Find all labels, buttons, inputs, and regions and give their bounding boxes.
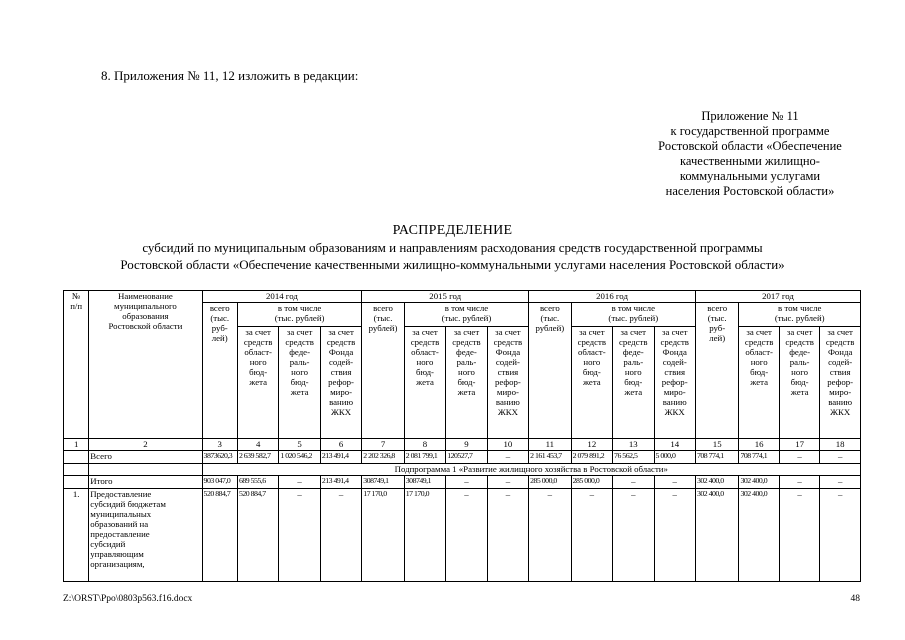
value-cell: 689 555,6	[237, 476, 278, 489]
value-cell: –	[613, 476, 654, 489]
value-cell: 1 020 546,2	[279, 451, 320, 464]
appendix-line: к государственной программе	[670, 124, 830, 138]
row-name: Всего	[89, 451, 202, 464]
header-name: Наименование муниципального образования Ростовской области	[89, 291, 202, 439]
index-cell: 13	[613, 439, 654, 451]
title-heading: РАСПРЕДЕЛЕНИЕ	[392, 223, 513, 238]
index-cell: 2	[89, 439, 202, 451]
index-cell: 4	[237, 439, 278, 451]
table-row-subtotal	[64, 476, 861, 489]
value-cell: –	[613, 489, 654, 582]
value-cell: 17 170,0	[362, 489, 404, 582]
value-cell: 2 202 326,8	[362, 451, 404, 464]
subprogram-title: Подпрограмма 1 «Развитие жилищного хозяйства в Ростовской области»	[202, 464, 860, 476]
appendix-line: коммунальными услугами	[679, 169, 821, 183]
index-cell: 18	[820, 439, 861, 451]
value-cell: –	[529, 489, 571, 582]
header-regional: за счет средств област- ного бюд- жета	[571, 327, 612, 439]
header-year: 2014 год	[202, 291, 362, 303]
header-total: всего (тыс. рублей)	[529, 303, 571, 439]
index-cell: 7	[362, 439, 404, 451]
value-cell: 308749,1	[404, 476, 445, 489]
value-cell: 213 491,4	[320, 476, 361, 489]
table-row-total	[64, 451, 861, 464]
row-name: Предоставление субсидий бюджетам муниципальных образований на предоставление субсидий управляющим организациям,	[89, 489, 202, 582]
value-cell: –	[779, 476, 819, 489]
value-cell: –	[820, 489, 861, 582]
header-federal: за счет средств феде- раль- ного бюд- жета	[779, 327, 819, 439]
value-cell: –	[446, 489, 487, 582]
row-no: 1.	[64, 489, 89, 582]
value-cell: –	[487, 476, 528, 489]
index-cell: 14	[654, 439, 695, 451]
value-cell: 302 400,0	[695, 489, 738, 582]
index-cell: 8	[404, 439, 445, 451]
header-fund: за счет средств Фонда содей- ствия рефор- миро- ванию ЖКХ	[487, 327, 528, 439]
value-cell: –	[779, 451, 819, 464]
appendix-line: качественными жилищно-	[680, 154, 820, 168]
value-cell: 213 491,4	[320, 451, 361, 464]
column-index-row	[64, 439, 861, 451]
index-cell: 11	[529, 439, 571, 451]
index-cell: 5	[279, 439, 320, 451]
row-no	[64, 476, 89, 489]
value-cell: 2 081 799,1	[404, 451, 445, 464]
index-cell: 1	[64, 439, 89, 451]
value-cell: –	[487, 451, 528, 464]
row-no	[64, 451, 89, 464]
value-cell: –	[279, 489, 320, 582]
header-regional: за счет средств област- ного бюд- жета	[739, 327, 779, 439]
value-cell: 17 170,0	[404, 489, 445, 582]
header-total: всего (тыс. руб- лей)	[695, 303, 738, 439]
appendix-caption	[600, 109, 900, 199]
value-cell: 120527,7	[446, 451, 487, 464]
appendix-line: Ростовской области «Обеспечение	[658, 139, 842, 153]
table-row-item	[64, 489, 861, 582]
index-cell: 9	[446, 439, 487, 451]
index-cell: 10	[487, 439, 528, 451]
value-cell: –	[654, 476, 695, 489]
value-cell: 520 884,7	[237, 489, 278, 582]
header-regional: за счет средств област- ного бюд- жета	[404, 327, 445, 439]
value-cell: 903 047,0	[202, 476, 237, 489]
value-cell: 285 000,0	[571, 476, 612, 489]
value-cell: 285 000,0	[529, 476, 571, 489]
value-cell: 302 400,0	[739, 476, 779, 489]
distribution-table	[63, 290, 861, 582]
value-cell: –	[820, 476, 861, 489]
value-cell: 76 562,5	[613, 451, 654, 464]
header-fund: за счет средств Фонда содей- ствия рефор- миро- ванию ЖКХ	[320, 327, 361, 439]
index-cell: 12	[571, 439, 612, 451]
header-no: № п/п	[64, 291, 89, 439]
index-cell: 3	[202, 439, 237, 451]
value-cell: –	[820, 451, 861, 464]
intro-line: 8. Приложения № 11, 12 изложить в редакции:	[101, 68, 359, 83]
title-line-1: субсидий по муниципальным образованиям и направлениям расходования средств государственной программы	[142, 240, 763, 255]
header-federal: за счет средств феде- раль- ного бюд- жета	[613, 327, 654, 439]
value-cell: –	[320, 489, 361, 582]
value-cell: 3873620,3	[202, 451, 237, 464]
index-cell: 15	[695, 439, 738, 451]
header-federal: за счет средств феде- раль- ного бюд- жета	[279, 327, 320, 439]
value-cell: –	[779, 489, 819, 582]
value-cell: 2 161 453,7	[529, 451, 571, 464]
value-cell: 708 774,1	[695, 451, 738, 464]
header-year: 2016 год	[529, 291, 696, 303]
value-cell: 5 000,0	[654, 451, 695, 464]
index-cell: 16	[739, 439, 779, 451]
value-cell: 302 400,0	[739, 489, 779, 582]
value-cell: 302 400,0	[695, 476, 738, 489]
value-cell: –	[571, 489, 612, 582]
value-cell: 308749,1	[362, 476, 404, 489]
row-name: Итого	[89, 476, 202, 489]
appendix-line: населения Ростовской области»	[665, 184, 835, 198]
file-path: Z:\ORST\Ppo\0803p563.f16.docx	[63, 594, 193, 604]
document-title	[0, 222, 905, 273]
header-including: в том числе (тыс. рублей)	[571, 303, 695, 327]
index-cell: 17	[779, 439, 819, 451]
value-cell: 520 884,7	[202, 489, 237, 582]
value-cell: 2 079 891,2	[571, 451, 612, 464]
value-cell: –	[487, 489, 528, 582]
header-year: 2015 год	[362, 291, 529, 303]
value-cell: 708 774,1	[739, 451, 779, 464]
header-including: в том числе (тыс. рублей)	[237, 303, 361, 327]
header-year: 2017 год	[695, 291, 860, 303]
value-cell: –	[446, 476, 487, 489]
header-fund: за счет средств Фонда содей- ствия рефор- миро- ванию ЖКХ	[654, 327, 695, 439]
subprogram-row	[64, 464, 861, 476]
header-fund: за счет средств Фонда содей- ствия рефор- миро- ванию ЖКХ	[820, 327, 861, 439]
value-cell: –	[279, 476, 320, 489]
title-line-2: Ростовской области «Обеспечение качественными жилищно-коммунальными услугами населения Ростовской области»	[120, 257, 785, 272]
header-total: всего (тыс. рублей)	[362, 303, 404, 439]
value-cell: 2 639 582,7	[237, 451, 278, 464]
page-number: 48	[850, 594, 860, 604]
header-including: в том числе (тыс. рублей)	[739, 303, 861, 327]
appendix-line: Приложение № 11	[701, 109, 799, 123]
value-cell: –	[654, 489, 695, 582]
header-total: всего (тыс. руб- лей)	[202, 303, 237, 439]
header-including: в том числе (тыс. рублей)	[404, 303, 528, 327]
header-regional: за счет средств област- ного бюд- жета	[237, 327, 278, 439]
index-cell: 6	[320, 439, 361, 451]
header-federal: за счет средств феде- раль- ного бюд- жета	[446, 327, 487, 439]
